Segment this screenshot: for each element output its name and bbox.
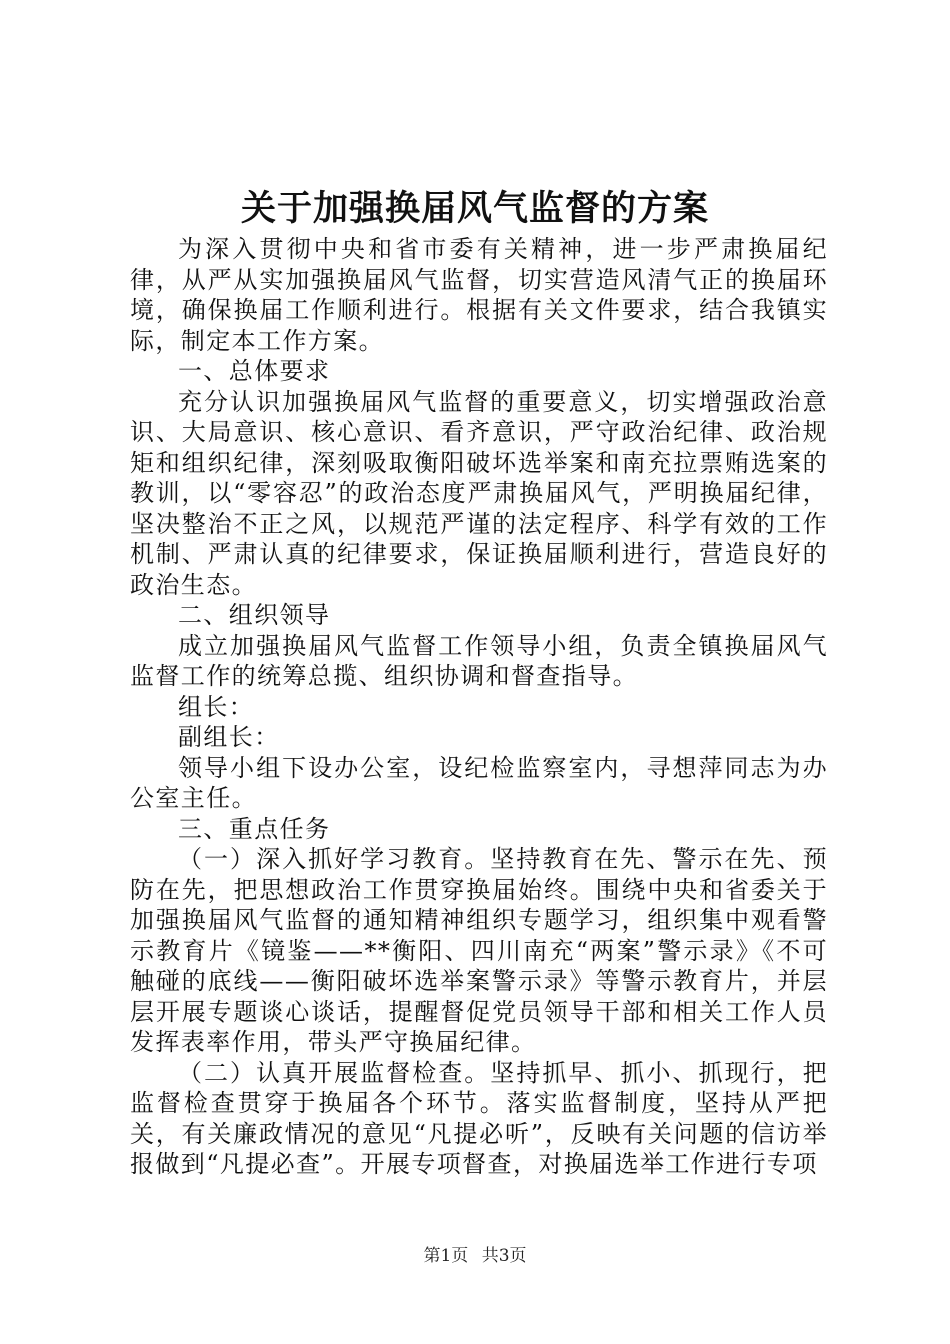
paragraph-general-requirements: 充分认识加强换届风气监督的重要意义，切实增强政治意识、大局意识、核心意识、看齐意识，严守政治纪律、政治规矩和组织纪律，深刻吸取衡阳破坏选举案和南充拉票贿选案的教训，以“零容忍”的政治态度严肃换届风气，严明换届纪律，坚决整治不正之风，以规范严谨的法定程序、科学有效的工作机制、严肃认真的纪律要求，保证换届顺利进行，营造良好的政治生态。 bbox=[130, 387, 828, 599]
page-total: 共3页 bbox=[481, 1246, 527, 1266]
paragraph-task-education: （一）深入抓好学习教育。坚持教育在先、警示在先、预防在先，把思想政治工作贯穿换届始终。围绕中央和省委关于加强换届风气监督的通知精神组织专题学习，组织集中观看警示教育片《镜鉴——**衡阳、四川南充“两案”警示录》《不可触碰的底线——衡阳破坏选举案警示录》等警示教育片，并层层开展专题谈心谈话，提醒督促党员领导干部和相关工作人员发挥表率作用，带头严守换届纪律。 bbox=[130, 845, 828, 1056]
document-body bbox=[130, 234, 828, 1180]
label-group-leader: 组长： bbox=[178, 692, 255, 721]
document-title: 关于加强换届风气监督的方案 bbox=[240, 188, 709, 229]
section-heading-key-tasks: 三、重点任务 bbox=[178, 814, 331, 843]
paragraph-task-supervision: （二）认真开展监督检查。坚持抓早、抓小、抓现行，把监督检查贯穿于换届各个环节。落实监督制度，坚持从严把关，有关廉政情况的意见“凡提必听”，反映有关问题的信访举报做到“凡提必查”。开展专项督查，对换届选举工作进行专项 bbox=[130, 1058, 828, 1178]
paragraph-intro: 为深入贯彻中央和省市委有关精神，进一步严肃换届纪律，从严从实加强换届风气监督，切实营造风清气正的换届环境，确保换届工作顺利进行。根据有关文件要求，结合我镇实际，制定本工作方案。 bbox=[130, 235, 828, 355]
paragraph-office: 领导小组下设办公室，设纪检监察室内，寻想萍同志为办公室主任。 bbox=[130, 753, 828, 812]
paragraph-organization: 成立加强换届风气监督工作领导小组，负责全镇换届风气监督工作的统筹总揽、组织协调和督查指导。 bbox=[130, 631, 828, 690]
section-heading-general-requirements: 一、总体要求 bbox=[178, 357, 331, 385]
section-heading-organization: 二、组织领导 bbox=[178, 601, 331, 629]
page-number: 第1页 bbox=[423, 1246, 469, 1266]
page-footer bbox=[0, 1244, 950, 1268]
label-deputy-group-leader: 副组长： bbox=[178, 723, 280, 751]
